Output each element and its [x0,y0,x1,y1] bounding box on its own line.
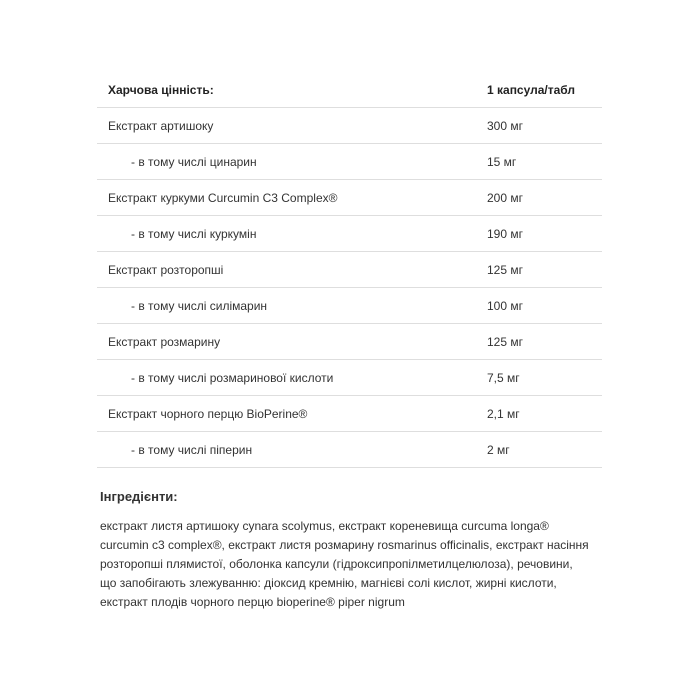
table-row [97,324,602,360]
row-amount: 7,5 мг [487,360,602,396]
table-header-row [97,72,602,108]
header-per-capsule: 1 капсула/табл [487,72,602,108]
row-name: - в тому числі цинарин [97,144,487,180]
row-amount: 15 мг [487,144,602,180]
row-amount: 190 мг [487,216,602,252]
table-row [97,360,602,396]
row-name: Екстракт розмарину [97,324,487,360]
row-name: Екстракт чорного перцю BioPerine® [97,396,487,432]
row-name: - в тому числі силімарин [97,288,487,324]
row-amount: 100 мг [487,288,602,324]
header-nutrition-value: Харчова цінність: [97,72,487,108]
table-row [97,216,602,252]
row-name: - в тому числі куркумін [97,216,487,252]
table-row [97,180,602,216]
row-name: Екстракт розторопші [97,252,487,288]
nutrition-table [97,72,602,468]
row-amount: 2,1 мг [487,396,602,432]
ingredients-heading: Інгредієнти: [100,489,178,504]
row-name: - в тому числі піперин [97,432,487,468]
row-name: Екстракт куркуми Curcumin C3 Complex® [97,180,487,216]
table-row [97,396,602,432]
table-row [97,252,602,288]
ingredients-text: екстракт листя артишоку cynara scolymus, екстракт кореневища curcuma longa® curcumin c3 complex®, екстракт листя розмарину rosmarinus officinalis, екстракт насіння розторопші плямистої, оболонка капсули (гідроксипропілметилцелюлоза), речовини, що запобігають злежуванню: діоксид кремнію, магнієві солі кислот, жирні кислоти, екстракт плодів чорного перцю bioperine® piper nigrum [100,519,589,609]
table-row [97,108,602,144]
table-row [97,288,602,324]
row-amount: 2 мг [487,432,602,468]
row-amount: 200 мг [487,180,602,216]
row-amount: 125 мг [487,324,602,360]
row-name: - в тому числі розмаринової кислоти [97,360,487,396]
row-amount: 300 мг [487,108,602,144]
table-row [97,432,602,468]
row-name: Екстракт артишоку [97,108,487,144]
table-row [97,144,602,180]
row-amount: 125 мг [487,252,602,288]
